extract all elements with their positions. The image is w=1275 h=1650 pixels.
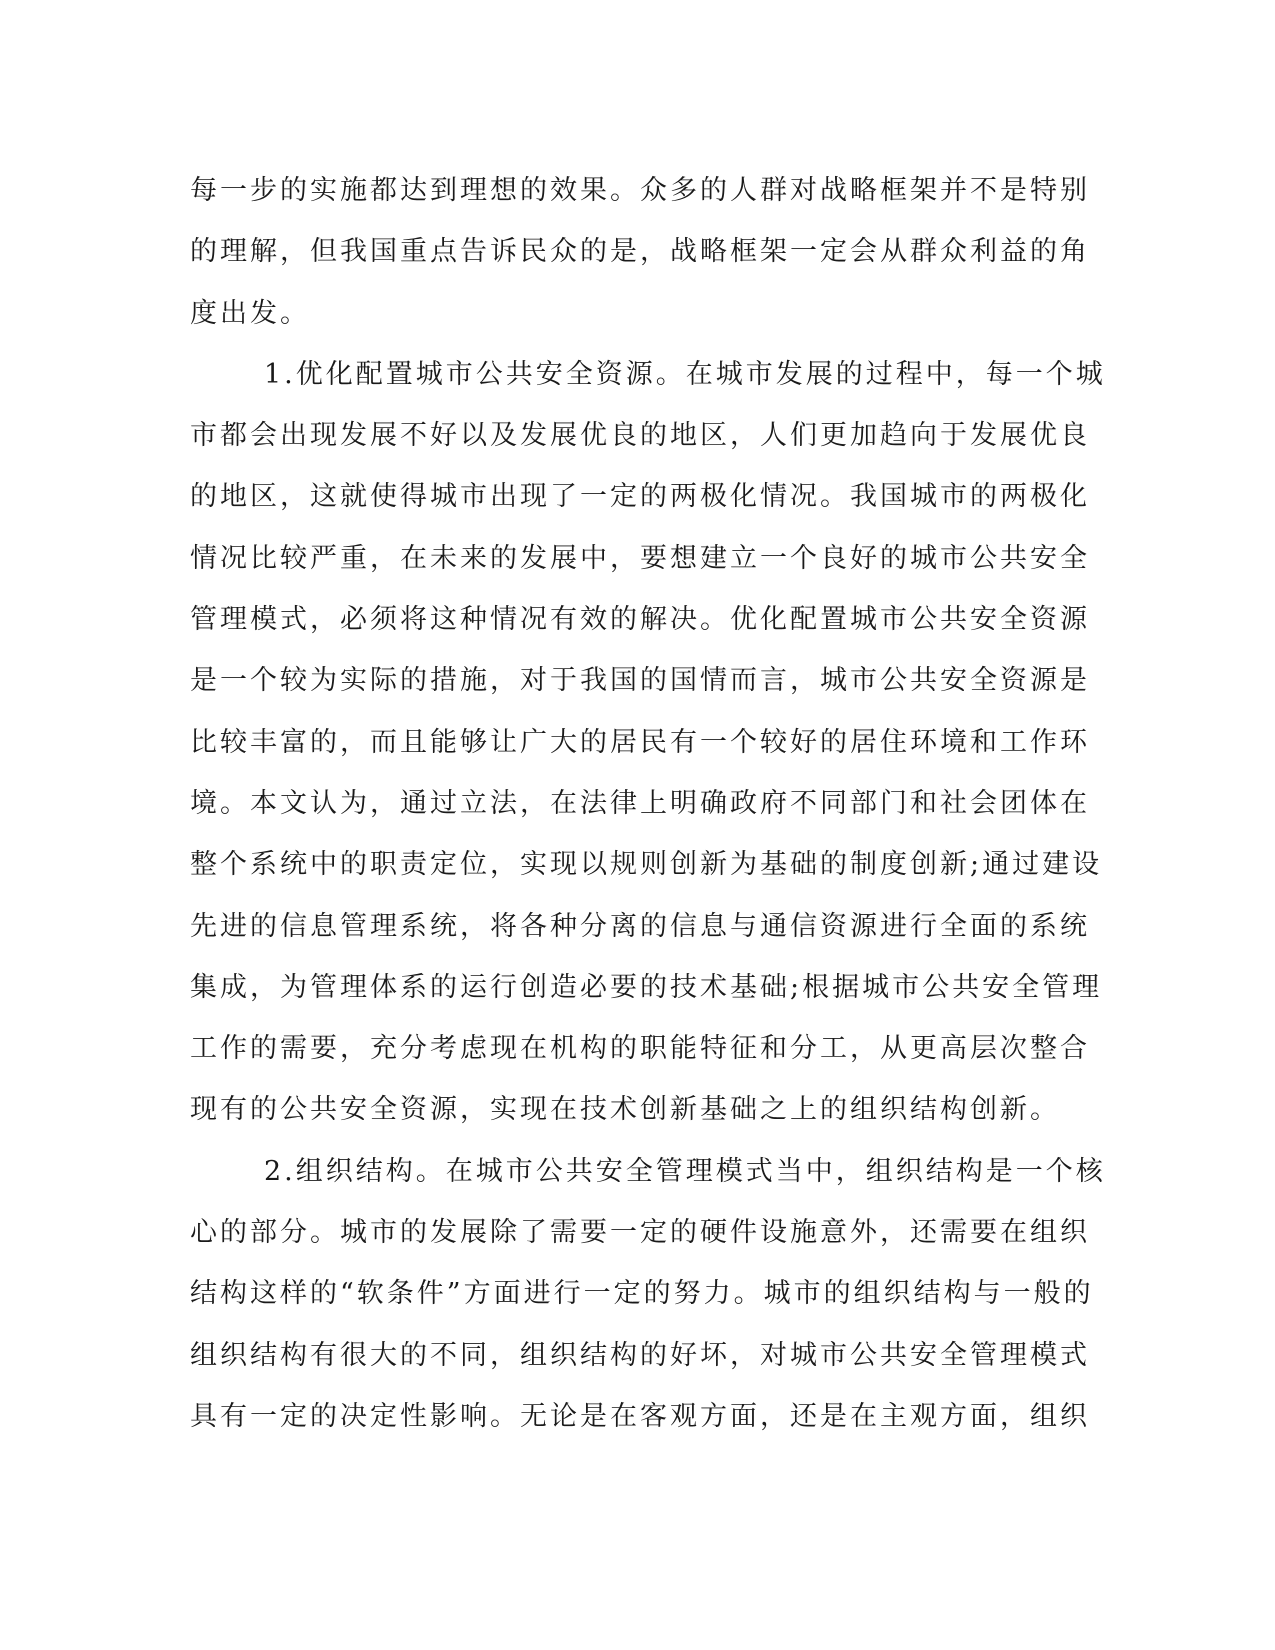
text-line: 具有一定的决定性影响。无论是在客观方面，还是在主观方面，组织	[190, 1400, 1090, 1432]
text-line: 组织结构有很大的不同，组织结构的好坏，对城市公共安全管理模式	[190, 1339, 1090, 1371]
text-line: 集成，为管理体系的运行创造必要的技术基础;根据城市公共安全管理	[190, 971, 1103, 1003]
text-line: 的地区，这就使得城市出现了一定的两极化情况。我国城市的两极化	[190, 481, 1090, 513]
text-line: 每一步的实施都达到理想的效果。众多的人群对战略框架并不是特别	[190, 175, 1090, 206]
text-line: 结构这样的“软条件”方面进行一定的努力。城市的组织结构与一般的	[190, 1278, 1094, 1310]
text-line: 现有的公共安全资源，实现在技术创新基础之上的组织结构创新。	[190, 1094, 1060, 1126]
text-line: 工作的需要，充分考虑现在机构的职能特征和分工，从更高层次整合	[190, 1033, 1090, 1065]
text-line: 境。本文认为，通过立法，在法律上明确政府不同部门和社会团体在	[190, 787, 1090, 819]
body-text	[190, 160, 1106, 1447]
text-line: 的理解，但我国重点告诉民众的是，战略框架一定会从群众利益的角	[190, 236, 1090, 268]
text-line: 比较丰富的，而且能够让广大的居民有一个较好的居住环境和工作环	[190, 726, 1090, 758]
text-line: 整个系统中的职责定位，实现以规则创新为基础的制度创新;通过建设	[190, 849, 1103, 881]
text-line: 是一个较为实际的措施，对于我国的国情而言，城市公共安全资源是	[190, 665, 1090, 697]
text-line: 度出发。	[190, 297, 310, 329]
text-line-paragraph-start: 1.优化配置城市公共安全资源。在城市发展的过程中，每一个城	[264, 358, 1106, 390]
text-line: 管理模式，必须将这种情况有效的解决。优化配置城市公共安全资源	[190, 604, 1090, 636]
text-line: 市都会出现发展不好以及发展优良的地区，人们更加趋向于发展优良	[190, 420, 1090, 452]
text-line: 情况比较严重，在未来的发展中，要想建立一个良好的城市公共安全	[190, 542, 1090, 574]
text-line: 心的部分。城市的发展除了需要一定的硬件设施意外，还需要在组织	[190, 1217, 1090, 1249]
text-line: 先进的信息管理系统，将各种分离的信息与通信资源进行全面的系统	[190, 910, 1090, 942]
text-line-paragraph-start: 2.组织结构。在城市公共安全管理模式当中，组织结构是一个核	[264, 1155, 1106, 1187]
